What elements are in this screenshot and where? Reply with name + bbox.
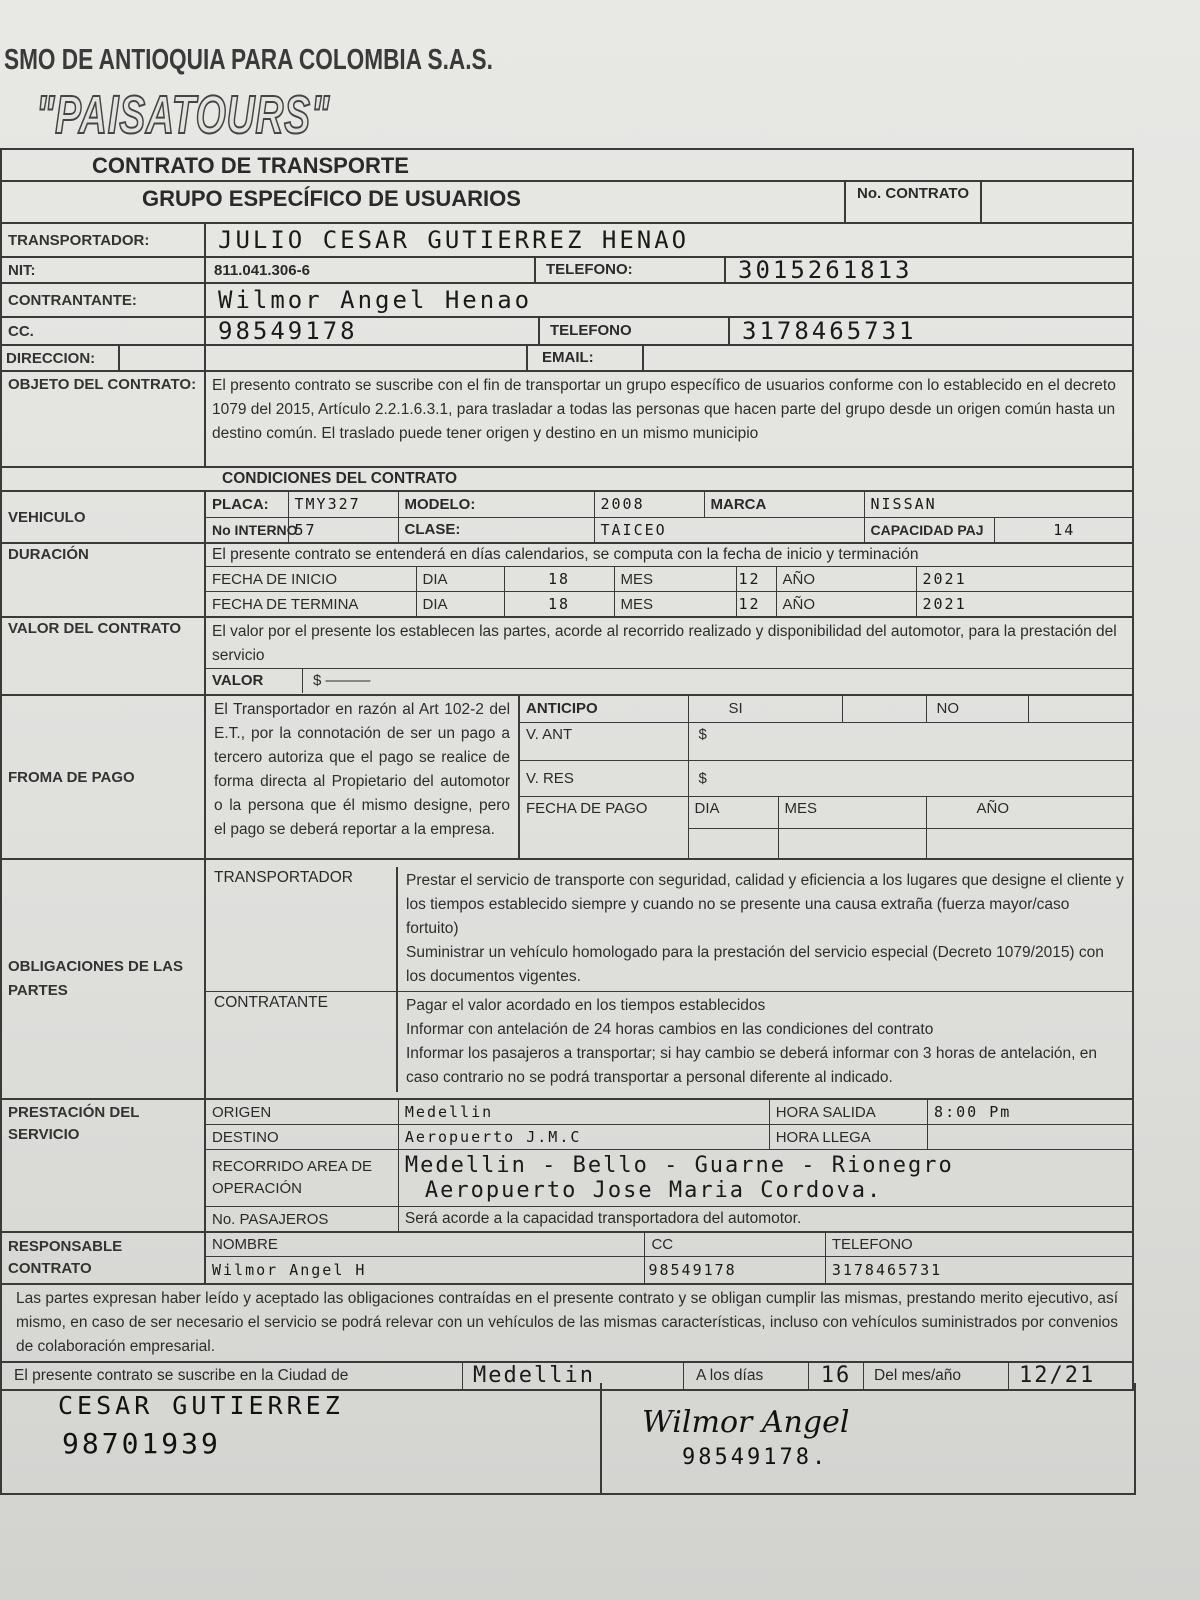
marca-label: MARCA [704, 492, 864, 517]
hora-salida-value: 8:00 Pm [928, 1100, 1132, 1125]
contratante-label: CONTRANTANTE: [1, 283, 205, 317]
vres-label: V. RES [520, 760, 688, 796]
resp-cc-label: CC [645, 1233, 825, 1257]
right-signature-id: 98549178. [682, 1445, 829, 1470]
termina-dia-label: DIA [416, 592, 504, 617]
suscripcion-mes-label: Del mes/año [863, 1363, 1008, 1389]
declaracion-text: Las partes expresan haber leído y aceptado las obligaciones contraídas en el presente contrato y se obligan cumplir las mismas, prestando merito ejecutivo, así mismo, en caso de ser necesario el servicio se podrá relevar con un vehículos de las mismas características, incluso con vehículos suministrados por convenios de colaboración empresarial. [1, 1284, 1133, 1362]
company-name: SMO DE ANTIOQUIA PARA COLOMBIA S.A.S. [4, 44, 493, 76]
modelo-value: 2008 [594, 492, 704, 517]
obl-transportador-item: Prestar el servicio de transporte con seguridad, calidad y eficiencia a los lugares que designe el cliente y los tiempos establecido siempre y cuando no se presente una causa extraña (fuerza mayor/caso fortuito) [406, 871, 1124, 937]
resp-tel-value: 3178465731 [825, 1257, 1132, 1283]
objeto-text: El presento contrato se suscribe con el fin de transportar un grupo específico de usuarios conforme con lo establecido en el decreto 1079 del 2015, Artículo 2.2.1.6.3.1, para trasladar a todas las personas que hacen parte del grupo desde un origen común hasta un destino común. El traslado puede tener origen y destino en un mismo municipio [205, 371, 1133, 467]
valor-amount-value: $ ——— [313, 672, 371, 689]
contract-title: CONTRATO DE TRANSPORTE [92, 153, 409, 178]
email-value [642, 346, 1132, 370]
suscripcion-mes-value: 12/21 [1008, 1363, 1132, 1389]
suscripcion-dias-label: A los días [683, 1363, 808, 1389]
obl-transportador-label: TRANSPORTADOR [206, 867, 398, 991]
condiciones-title: CONDICIONES DEL CONTRATO [1, 467, 1133, 491]
resp-nombre-value: Wilmor Angel H [206, 1257, 645, 1283]
obl-contratante-item: Informar los pasajeros a transportar; si hay cambio se deberá informar con 3 horas de antelación, en caso contrario no se podrá transportar a personal diferente al indicado. [406, 1044, 1097, 1086]
fecha-pago-label: FECHA DE PAGO [520, 796, 688, 858]
termina-mes-label: MES [614, 592, 736, 617]
obl-contratante-label: CONTRATANTE [206, 992, 398, 1092]
resp-cc-value: 98549178 [645, 1257, 825, 1283]
valor-text: El valor por el presente los establecen las partes, acorde al recorrido realizado y disponibilidad del automotor, para la prestación del servicio [206, 620, 1132, 669]
obl-contratante-item: Pagar el valor acordado en los tiempos establecidos [406, 996, 766, 1014]
destino-label: DESTINO [206, 1125, 398, 1150]
obligaciones-label: OBLIGACIONES DE LAS PARTES [1, 859, 205, 1099]
transportador-value: JULIO CESAR GUTIERREZ HENAO [205, 223, 1133, 257]
duracion-text: El presente contrato se entenderá en días calendarios, se computa con la fecha de inicio y terminación [206, 544, 1132, 567]
inicio-label: FECHA DE INICIO [206, 567, 416, 592]
placa-label: PLACA: [206, 492, 288, 517]
vant-label: V. ANT [520, 722, 688, 760]
responsable-label: RESPONSABLE CONTRATO [1, 1232, 205, 1284]
forma-pago-label: FROMA DE PAGO [1, 695, 205, 859]
resp-nombre-label: NOMBRE [206, 1233, 645, 1257]
interno-label: No INTERNO [206, 517, 288, 542]
inicio-dia-value: 18 [504, 567, 614, 592]
contract-number-value [982, 182, 1132, 222]
contract-subtitle: GRUPO ESPECÍFICO DE USUARIOS [142, 186, 521, 211]
recorrido-line1: Medellin - Bello - Guarne - Rionegro [404, 1153, 954, 1178]
objeto-label: OBJETO DEL CONTRATO: [1, 371, 205, 467]
vehiculo-label: VEHICULO [1, 491, 205, 543]
email-label: EMAIL: [526, 346, 642, 370]
hora-llega-value [928, 1125, 1132, 1150]
direccion-label: DIRECCION: [6, 349, 96, 367]
termina-dia-value: 18 [504, 592, 614, 617]
left-signature-name: CESAR GUTIERREZ [58, 1391, 344, 1420]
signature-area [0, 1383, 1136, 1495]
suscripcion-ciudad-value: Medellin [462, 1363, 683, 1389]
duracion-label: DURACIÓN [1, 543, 205, 617]
clase-value: TAICEO [594, 517, 864, 542]
obl-transportador-item: Suministrar un vehículo homologado para la prestación del servicio especial (Decreto 1079/2015) con los documentos vigentes. [406, 943, 1104, 985]
fecha-pago-ano: AÑO [926, 796, 1132, 828]
contract-form [0, 148, 1132, 1391]
cc-phone-value: 3178465731 [728, 318, 1132, 344]
obl-contratante-item: Informar con antelación de 24 horas cambios en las condiciones del contrato [406, 1020, 934, 1038]
cc-phone-label: TELEFONO [538, 318, 728, 344]
nit-phone-value: 3015261813 [724, 258, 1132, 282]
nit-phone-label: TELEFONO: [534, 258, 724, 282]
valor-label: VALOR DEL CONTRATO [1, 617, 205, 695]
recorrido-label: RECORRIDO AREA DE OPERACIÓN [206, 1150, 398, 1207]
transportador-label: TRANSPORTADOR: [1, 223, 205, 257]
termina-mes-value: 12 [736, 592, 776, 617]
nit-label: NIT: [1, 257, 205, 283]
placa-value: TMY327 [288, 492, 398, 517]
termina-ano-value: 2021 [916, 592, 1134, 617]
cc-value: 98549178 [218, 317, 358, 345]
suscripcion-dias-value: 16 [808, 1363, 863, 1389]
inicio-ano-label: AÑO [776, 567, 916, 592]
contratante-value: Wilmor Angel Henao [205, 283, 1133, 317]
anticipo-si-label: SI [688, 696, 842, 722]
nit-value: 811.041.306-6 [214, 261, 310, 279]
origen-value: Medellin [398, 1100, 769, 1125]
inicio-mes-label: MES [614, 567, 736, 592]
recorrido-line2: Aeropuerto Jose Maria Cordova. [424, 1178, 883, 1203]
resp-tel-label: TELEFONO [825, 1233, 1132, 1257]
left-signature-id: 98701939 [62, 1427, 221, 1460]
cc-label: CC. [1, 317, 205, 345]
inicio-ano-value: 2021 [916, 567, 1134, 592]
fecha-pago-mes: MES [778, 796, 926, 828]
hora-llega-label: HORA LLEGA [769, 1125, 927, 1150]
right-signature: Wilmor Angel [642, 1405, 850, 1440]
marca-value: NISSAN [864, 492, 1134, 517]
forma-pago-text: El Transportador en razón al Art 102-2 del E.T., por la connotación de ser un pago a tercero autoriza que el pago se realice de forma directa al Propietario del automotor o la persona que él mismo designe, pero el pago se deberá reportar a la empresa. [206, 696, 520, 858]
inicio-dia-label: DIA [416, 567, 504, 592]
pasajeros-label: No. PASAJEROS [206, 1207, 398, 1232]
vant-value: $ [688, 722, 1132, 760]
anticipo-label: ANTICIPO [520, 696, 688, 722]
inicio-mes-value: 12 [736, 567, 776, 592]
interno-value: 57 [288, 517, 398, 542]
anticipo-no-label: NO [926, 696, 1028, 722]
vres-value: $ [688, 760, 1132, 796]
capacidad-label: CAPACIDAD PAJ [864, 517, 994, 542]
hora-salida-label: HORA SALIDA [769, 1100, 927, 1125]
contract-number-label: No. CONTRATO [844, 182, 982, 222]
valor-amount-label: VALOR [206, 669, 303, 693]
capacidad-value: 14 [994, 517, 1134, 542]
termina-label: FECHA DE TERMINA [206, 592, 416, 617]
suscripcion-ciudad-label: El presente contrato se suscribe en la Ciudad de [14, 1366, 349, 1384]
modelo-label: MODELO: [398, 492, 594, 517]
fecha-pago-dia: DIA [688, 796, 778, 828]
termina-ano-label: AÑO [776, 592, 916, 617]
company-logo: "PAISATOURS" [36, 85, 330, 145]
clase-label: CLASE: [398, 517, 594, 542]
destino-value: Aeropuerto J.M.C [398, 1125, 769, 1150]
prestacion-label: PRESTACIÓN DEL SERVICIO [1, 1099, 205, 1232]
origen-label: ORIGEN [206, 1100, 398, 1125]
pasajeros-text: Será acorde a la capacidad transportadora del automotor. [398, 1207, 1132, 1232]
